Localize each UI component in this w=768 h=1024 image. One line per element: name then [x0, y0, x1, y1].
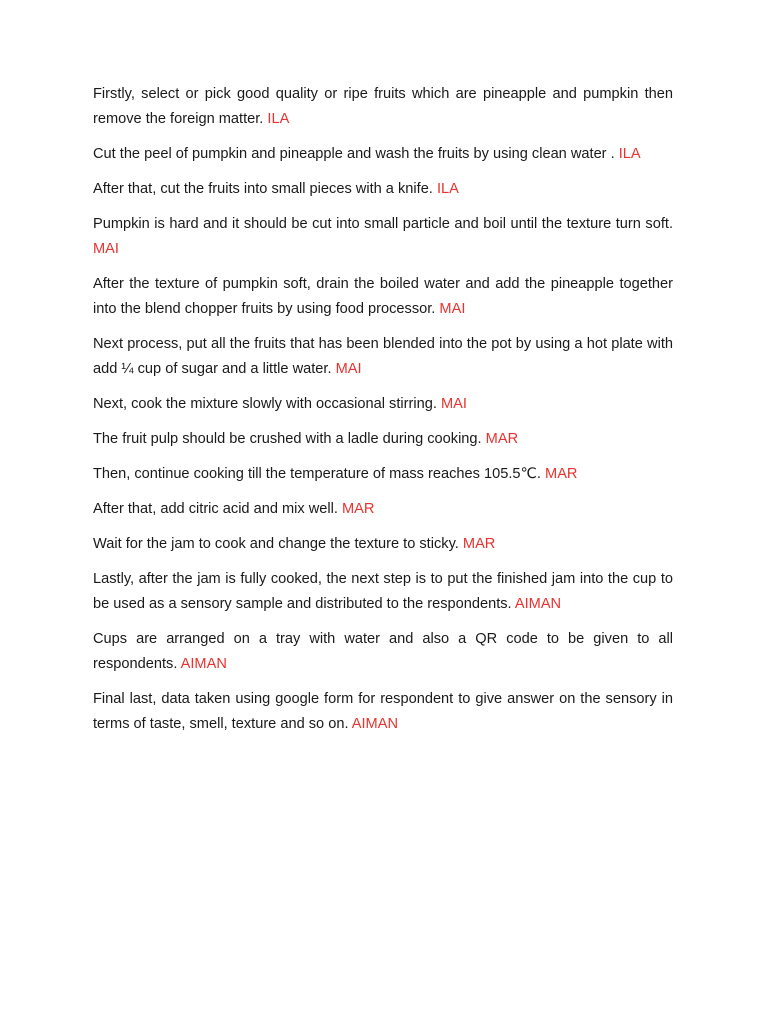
paragraph-text: Next process, put all the fruits that has been blended into the pot by using a hot plate with add ¼ cup of sugar and a little water. [93, 336, 673, 377]
paragraph-14 [93, 687, 673, 737]
paragraph-10 [93, 497, 673, 522]
paragraph-text: Pumpkin is hard and it should be cut into small particle and boil until the texture turn soft. [93, 216, 673, 232]
paragraph-text: After that, add citric acid and mix well. [93, 501, 338, 517]
paragraph-6 [93, 332, 673, 382]
document-page [93, 82, 673, 747]
paragraph-text: Cut the peel of pumpkin and pineapple and wash the fruits by using clean water . [93, 146, 615, 162]
paragraph-1 [93, 82, 673, 132]
author-tag: ILA [436, 181, 459, 197]
paragraph-text: Then, continue cooking till the temperature of mass reaches 105.5℃. [93, 466, 541, 482]
paragraph-4 [93, 212, 673, 262]
paragraph-text: After the texture of pumpkin soft, drain the boiled water and add the pineapple together into the blend chopper fruits by using food processor. [93, 276, 673, 317]
author-tag: AIMAN [514, 596, 562, 612]
author-tag: ILA [267, 111, 290, 127]
paragraph-8 [93, 427, 673, 452]
author-tag: MAR [485, 431, 519, 447]
paragraph-9 [93, 462, 673, 487]
author-tag: MAR [462, 536, 496, 552]
paragraph-text: Next, cook the mixture slowly with occasional stirring. [93, 396, 437, 412]
author-tag: ILA [618, 146, 641, 162]
author-tag: MAI [335, 361, 362, 377]
author-tag: MAR [342, 501, 375, 517]
paragraph-text: Final last, data taken using google form for respondent to give answer on the sensory in terms of taste, smell, texture and so on. [93, 691, 673, 732]
paragraph-2 [93, 142, 673, 167]
paragraph-12 [93, 567, 673, 617]
author-tag: MAI [440, 396, 467, 412]
paragraph-3 [93, 177, 673, 202]
paragraph-text: Firstly, select or pick good quality or ripe fruits which are pineapple and pumpkin then remove the foreign matter. [93, 86, 673, 127]
author-tag: MAI [439, 301, 466, 317]
paragraph-text: The fruit pulp should be crushed with a ladle during cooking. [93, 431, 482, 447]
paragraph-13 [93, 627, 673, 677]
paragraph-text: Cups are arranged on a tray with water and also a QR code to be given to all respondents. [93, 631, 673, 672]
author-tag: MAR [545, 466, 578, 482]
paragraph-text: Lastly, after the jam is fully cooked, the next step is to put the finished jam into the cup to be used as a sensory sample and distributed to the respondents. [93, 571, 673, 612]
author-tag: AIMAN [180, 656, 227, 672]
paragraph-7 [93, 392, 673, 417]
author-tag: MAI [93, 241, 119, 257]
paragraph-text: Wait for the jam to cook and change the texture to sticky. [93, 536, 459, 552]
paragraph-5 [93, 272, 673, 322]
author-tag: AIMAN [351, 716, 398, 732]
paragraph-11 [93, 532, 673, 557]
paragraph-text: After that, cut the fruits into small pieces with a knife. [93, 181, 433, 197]
